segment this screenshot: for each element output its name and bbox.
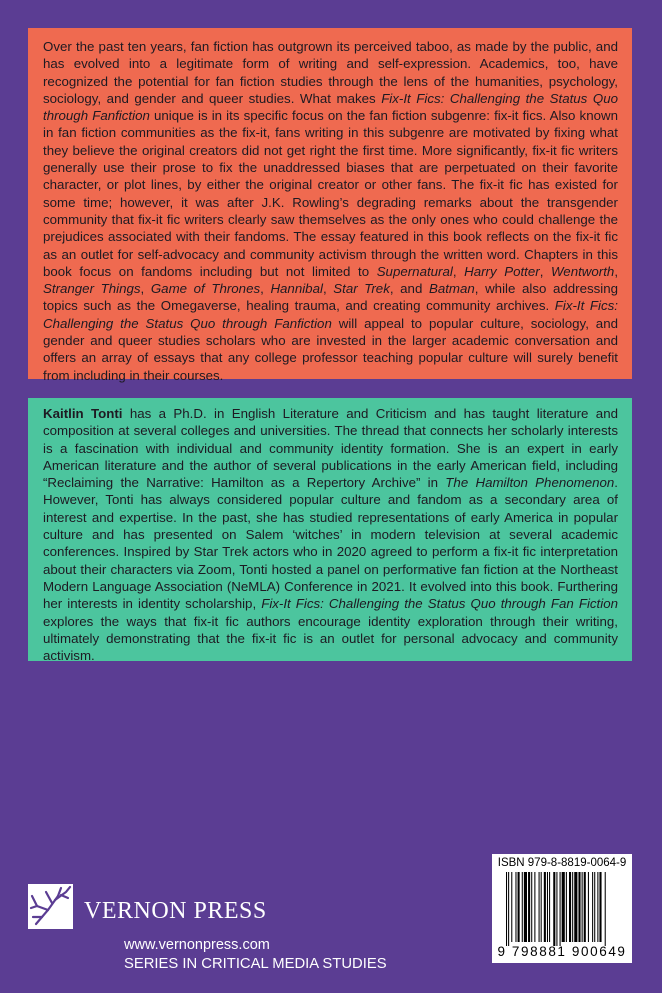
barcode-bar <box>522 872 523 942</box>
barcode-bar <box>531 872 532 942</box>
barcode-bar <box>560 872 561 946</box>
text-run: , <box>260 281 271 297</box>
italic-title: Supernatural <box>376 263 453 279</box>
italic-title: Game of Thrones <box>150 281 261 297</box>
barcode-bar <box>534 872 535 942</box>
barcode-bar <box>597 872 598 942</box>
barcode-bar <box>515 872 516 942</box>
barcode-bar <box>566 872 567 942</box>
text-run: , and <box>389 281 429 297</box>
italic-title: Fix-It Fics: Challenging the Status Quo through Fan Fiction <box>261 596 618 612</box>
italic-title: Fix-It Fics: Challenging the Status Quo through Fanfiction <box>43 298 618 331</box>
barcode-bar <box>588 872 589 942</box>
barcode-bar <box>584 872 586 942</box>
text-run: . However, Tonti has always considered popular culture and fandom as a secondary area of interest and expertise. In the past, she has studied representations of early America in popular culture and has presented on Salem ‘witches’ in modern television at several academic conferences. Inspired by Star Trek actors who in 2020 agreed to perform a fix-it fic interpretation about their characters via Zoom, Tonti hosted a panel on performative fan fiction at the Northeast Modern Language Association (NeMLA) Conference in 2021. It evolved into this book. Furthering her interests in identity scholarship, <box>43 475 618 612</box>
barcode-bar <box>547 872 548 942</box>
italic-title: Star Trek <box>333 281 390 297</box>
italic-title: Wentworth <box>551 263 615 279</box>
series-name: SERIES IN CRITICAL MEDIA STUDIES <box>124 956 387 972</box>
text-run: , <box>322 281 334 297</box>
synopsis-panel <box>28 28 632 383</box>
barcode-bar <box>599 872 601 942</box>
barcode-bar <box>578 872 580 942</box>
barcode-bar <box>582 872 583 942</box>
italic-title: Stranger Things <box>43 281 141 297</box>
italic-title: The Hamilton Phenomenon <box>445 475 615 491</box>
tree-icon <box>28 884 73 929</box>
barcode-bar <box>518 872 520 942</box>
barcode-bar <box>569 872 571 942</box>
barcode-bar <box>541 872 542 942</box>
text-run: explores the ways that fix-it fic authors encourage identity exploration through their writing, ultimately demonstrating that the fix-it fic is an outlet for personal advocacy and community activism. <box>43 613 618 664</box>
text-run: , while also addressing topics such as the Omegaverse, healing trauma, and creating community archives. <box>43 281 619 314</box>
text-run: has a Ph.D. in English Literature and Criticism and has taught literature and composition at several colleges and universities. The thread that connects her scholarly interests is a fascination with individual and community identity formation. She is an expert in early American literature and the author of several publications in the early American field, including “Reclaiming the Narrative: Hamilton as a Repertory Archive” in <box>43 406 618 491</box>
barcode-bar <box>528 872 530 942</box>
barcode-bar <box>553 872 555 946</box>
barcode-bar <box>594 872 595 942</box>
author-bio-text <box>43 405 618 664</box>
barcode-digits: 9 798881 900649 <box>497 944 627 959</box>
text-run: , <box>614 263 619 279</box>
text-run: unique is in its specific focus on the fan fiction subgenre: fix-it fics. Also known in fan fiction communities as the fix-it, fans writing in this subgenre are motivated by fixing what they believe the original creators did not get right the first time. More significantly, fix-it fic writers generally use their prose to fix the unaddressed biases that are perpetuated on their favorite character, or plot lines, by either the original creator or other fans. The fix-it fic has existed for some time; however, it was after J.K. Rowling’s degrading remarks about the transgender community that fix-it fic writers clearly saw themselves as the only ones who could challenge the prejudices associated with their fandoms. The essay featured in this book reflects on the fix-it fic as an outlet for self-advocacy and community activism through the written word. Chapters in this book focus on fandoms including but not limited to <box>43 108 618 279</box>
barcode-bar <box>508 872 509 946</box>
barcode-bar <box>511 872 512 942</box>
isbn-label: ISBN 979-8-8819-0064-9 <box>497 857 627 869</box>
text-run: will appeal to popular culture, sociology, and gender and queer studies scholars who are invested in the larger academic conversation and offers an array of essays that any college professor teaching popular culture will surely benefit from including in their courses. <box>43 315 618 383</box>
barcode-bar <box>556 872 557 946</box>
publisher-block <box>28 884 408 974</box>
publisher-url[interactable]: www.vernonpress.com <box>124 937 270 953</box>
barcode-bar <box>605 872 606 946</box>
italic-title: Fix-It Fics: Challenging the Status Quo through Fanfiction <box>43 90 618 124</box>
text-run: , <box>539 263 551 279</box>
barcode-bar <box>562 872 565 942</box>
author-name: Kaitlin Tonti <box>43 406 123 421</box>
barcode-bar <box>592 872 593 942</box>
italic-title: Harry Potter <box>464 263 540 279</box>
barcode-bar <box>506 872 507 946</box>
text-run: , <box>452 263 465 279</box>
italic-title: Hannibal <box>270 281 323 297</box>
barcode-bar <box>524 872 527 942</box>
barcode-bar <box>549 872 550 942</box>
italic-title: Batman <box>428 281 475 297</box>
barcode-bar <box>574 872 577 942</box>
barcode-bar <box>539 872 540 942</box>
author-bio-panel <box>28 398 632 664</box>
barcode-bar <box>572 872 573 942</box>
synopsis-text <box>43 38 618 384</box>
text-run: Over the past ten years, fan fiction has outgrown its perceived taboo, as made by the public, and has evolved into a legitimate form of writing and self-expression. Academics, too, have recognized the potential for fan fiction studies through the lens of the humanities, psychology, sociology, and gender and queer studies. What makes <box>43 39 618 106</box>
publisher-name: VERNON PRESS <box>84 898 267 924</box>
isbn-barcode <box>492 854 632 963</box>
text-run: , <box>140 281 151 297</box>
barcode-bar <box>544 872 546 942</box>
